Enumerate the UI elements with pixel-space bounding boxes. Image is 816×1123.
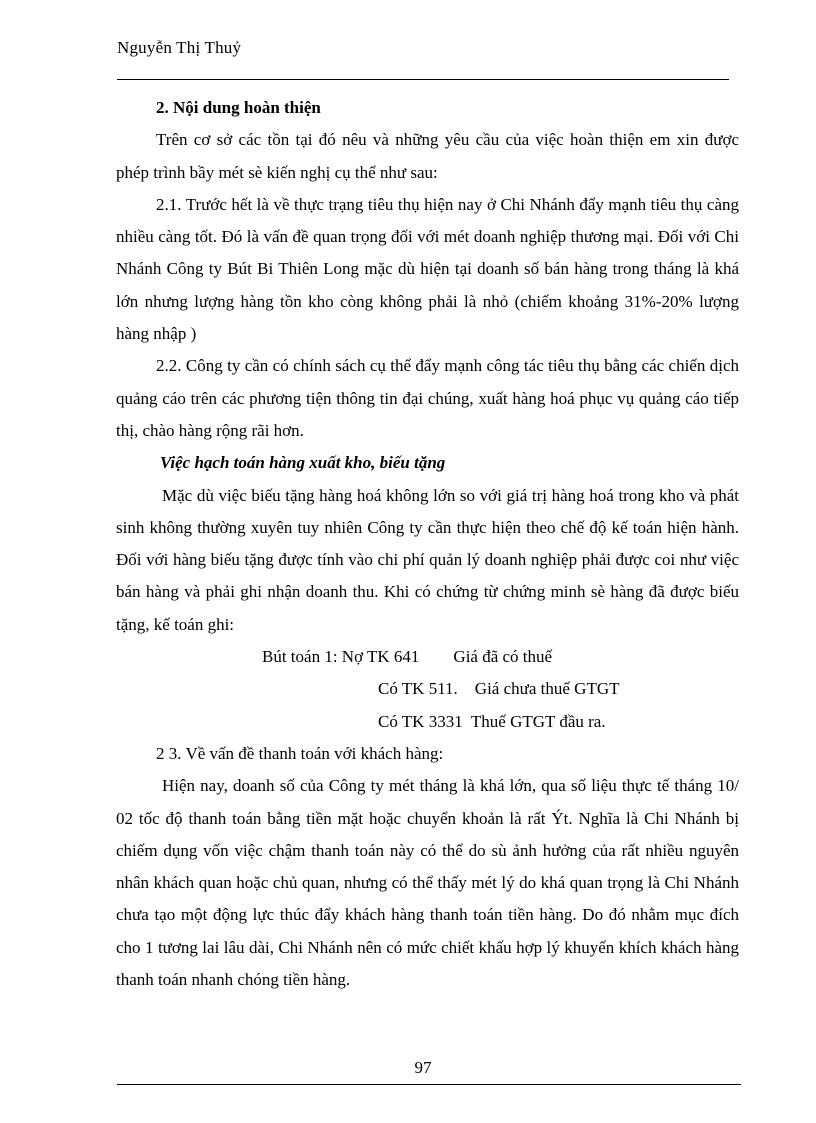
intro-paragraph: Trên cơ sở các tồn tại đó nêu và những yêu cầu của việc hoàn thiện em xin được phép trình bầy mét sè kiến nghị cụ thể như sau: <box>116 130 739 182</box>
paragraph-2-3: Hiện nay, doanh số của Công ty mét tháng là khá lớn, qua số liệu thực tế tháng 10/ 02 tốc độ thanh toán bằng tiền mặt hoặc chuyển khoản là rất Ýt. Nghĩa là Chi Nhánh bị chiếm dụng vốn việc chậm thanh toán này có thể do sù ảnh hưởng của rất nhiều nguyên nhân khách quan hoặc chủ quan, nhưng có thể thấy mét lý do khá quan trọng là Chi Nhánh chưa tạo một động lực thúc đẩy khách hàng thanh toán tiền hàng. Do đó nhằm mục đích cho 1 tương lai lâu dài, Chi Nhánh nên có mức chiết khấu hợp lý khuyến khích khách hàng thanh toán nhanh chóng tiền hàng. <box>116 776 739 990</box>
header-rule <box>117 79 729 80</box>
section-heading: 2. Nội dung hoàn thiện <box>156 98 321 117</box>
journal-entry-3: Có TK 3331 Thuế GTGT đầu ra. <box>378 711 606 731</box>
journal-entry-1: Bút toán 1: Nợ TK 641 Giá đã có thuế <box>262 647 553 667</box>
page-number: 97 <box>414 1058 432 1077</box>
paragraph-gift: Mặc dù việc biếu tặng hàng hoá không lớn so với giá trị hàng hoá trong kho và phát sinh không thường xuyên tuy nhiên Công ty cần thực hiện theo chế độ kế toán hiện hành. Đối với hàng biếu tặng được tính vào chi phí quản lý doanh nghiệp phải được coi như việc bán hàng và phải ghi nhận doanh thu. Khi có chứng từ chứng minh sè hàng đã được biếu tặng, kế toán ghi: <box>116 485 739 634</box>
subsection-heading: Việc hạch toán hàng xuất kho, biếu tặng <box>160 453 446 473</box>
paragraph-2-1: 2.1. Trước hết là về thực trạng tiêu thụ hiện nay ở Chi Nhánh đẩy mạnh tiêu thụ càng nhiều càng tốt. Đó là vấn đề quan trọng đối với mét doanh nghiệp thương mại. Đối với Chi Nhánh Công ty Bút Bi Thiên Long mặc dù hiện tại doanh số bán hàng trong tháng là khá lớn nhưng lượng hàng tồn kho còng không phải là nhỏ (chiếm khoảng 31%-20% lượng hàng nhập ) <box>116 194 739 344</box>
document-body <box>116 92 739 996</box>
header-author: Nguyễn Thị Thuỷ <box>117 38 242 57</box>
footer-rule <box>117 1084 741 1085</box>
paragraph-2-3-title: 2 3. Về vấn đề thanh toán với khách hàng: <box>156 743 444 763</box>
paragraph-2-2: 2.2. Công ty cần có chính sách cụ thể đẩy mạnh công tác tiêu thụ bằng các chiến dịch quảng cáo trên các phương tiện thông tin đại chúng, xuất hàng hoá phục vụ quảng cáo tiếp thị, chào hàng rộng rãi hơn. <box>116 356 739 440</box>
journal-entry-2: Có TK 511. Giá chưa thuế GTGT <box>378 679 620 699</box>
